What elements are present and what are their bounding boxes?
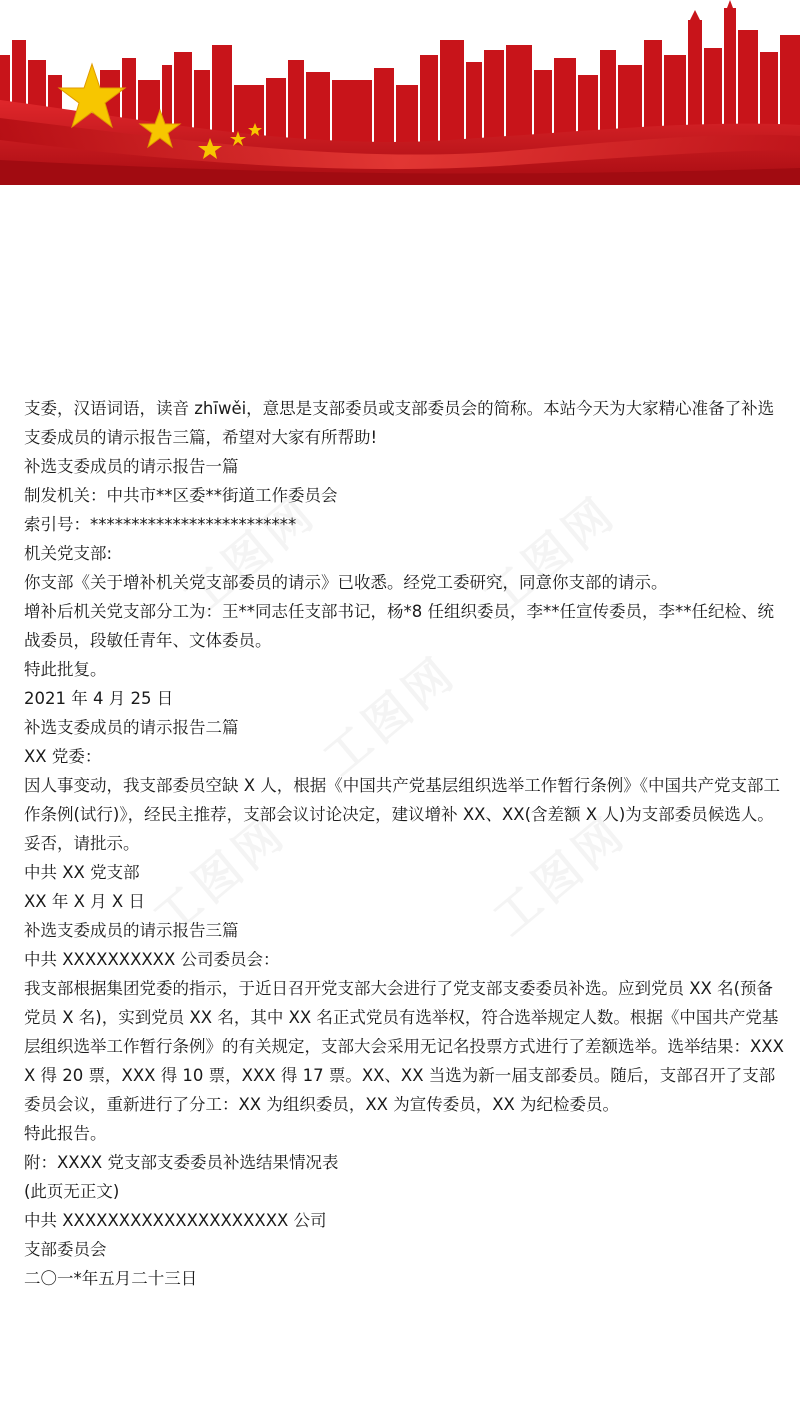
- report-one-title: 补选支委成员的请示报告一篇: [24, 457, 239, 476]
- signature-line: 中共 XXXXXXXXXXXXXXXXXXXX 公司: [24, 1211, 327, 1230]
- body-paragraph: 我支部根据集团党委的指示，于近日召开党支部大会进行了党支部支委委员补选。应到党员 XX 名(预备党员 X 名)，实到党员 XX 名，其中 XX 名正式党员有选举权，符合选举规定人数。根据《中国共产党基层组织选举工作暂行条例》的有关规定，支部大会采用无记名投票方式进行了差额选举。选举结果：XXXX 得 20 票，XXX 得 10 票，XXX 得 17 票。XX、XX 当选为新一届支部委员。随后，支部召开了支部委员会议，重新进行了分工：XX 为组织委员，XX 为宣传委员，XX 为纪检委员。: [24, 979, 784, 1114]
- addressee: 机关党支部:: [24, 544, 113, 563]
- signature-line: 中共 XX 党支部: [24, 863, 140, 882]
- date-line: XX 年 X 月 X 日: [24, 892, 145, 911]
- body-paragraph: 因人事变动，我支部委员空缺 X 人，根据《中国共产党基层组织选举工作暂行条例》《中国共产党支部工作条例(试行)》，经民主推荐，支部会议讨论决定，建议增补 XX、XX(含差额 X 人)为支部委员候选人。: [24, 776, 781, 824]
- issuing-agency: 制发机关：中共市**区委**街道工作委员会: [24, 486, 338, 505]
- date-line: 二〇一*年五月二十三日: [24, 1269, 198, 1288]
- report-two-title: 补选支委成员的请示报告二篇: [24, 718, 239, 737]
- report-three-title: 补选支委成员的请示报告三篇: [24, 921, 239, 940]
- addressee: XX 党委：: [24, 747, 102, 766]
- body-paragraph: 你支部《关于增补机关党支部委员的请示》已收悉。经党工委研究，同意你支部的请示。: [24, 573, 668, 592]
- closing-line: 特此批复。: [24, 660, 107, 679]
- attachment-line: 附：XXXX 党支部支委委员补选结果情况表: [24, 1153, 339, 1172]
- header-banner: [0, 0, 800, 185]
- closing-line: 特此报告。: [24, 1124, 107, 1143]
- index-number: 索引号：*************************: [24, 515, 297, 534]
- closing-line: 妥否，请批示。: [24, 834, 140, 853]
- addressee: 中共 XXXXXXXXXX 公司委员会：: [24, 950, 280, 969]
- body-paragraph: 增补后机关党支部分工为：王**同志任支部书记，杨*8 任组织委员，李**任宣传委员，李**任纪检、统战委员，段敏任青年、文体委员。: [24, 602, 774, 650]
- signature-line: 支部委员会: [24, 1240, 107, 1259]
- document-body: [24, 394, 784, 1293]
- note-line: (此页无正文): [24, 1182, 120, 1201]
- date-line: 2021 年 4 月 25 日: [24, 689, 174, 708]
- intro-paragraph: 支委，汉语词语，读音 zhīwěi，意思是支部委员或支部委员会的简称。本站今天为大家精心准备了补选支委成员的请示报告三篇，希望对大家有所帮助!: [24, 399, 775, 447]
- skyline-banner-graphic: [0, 0, 800, 185]
